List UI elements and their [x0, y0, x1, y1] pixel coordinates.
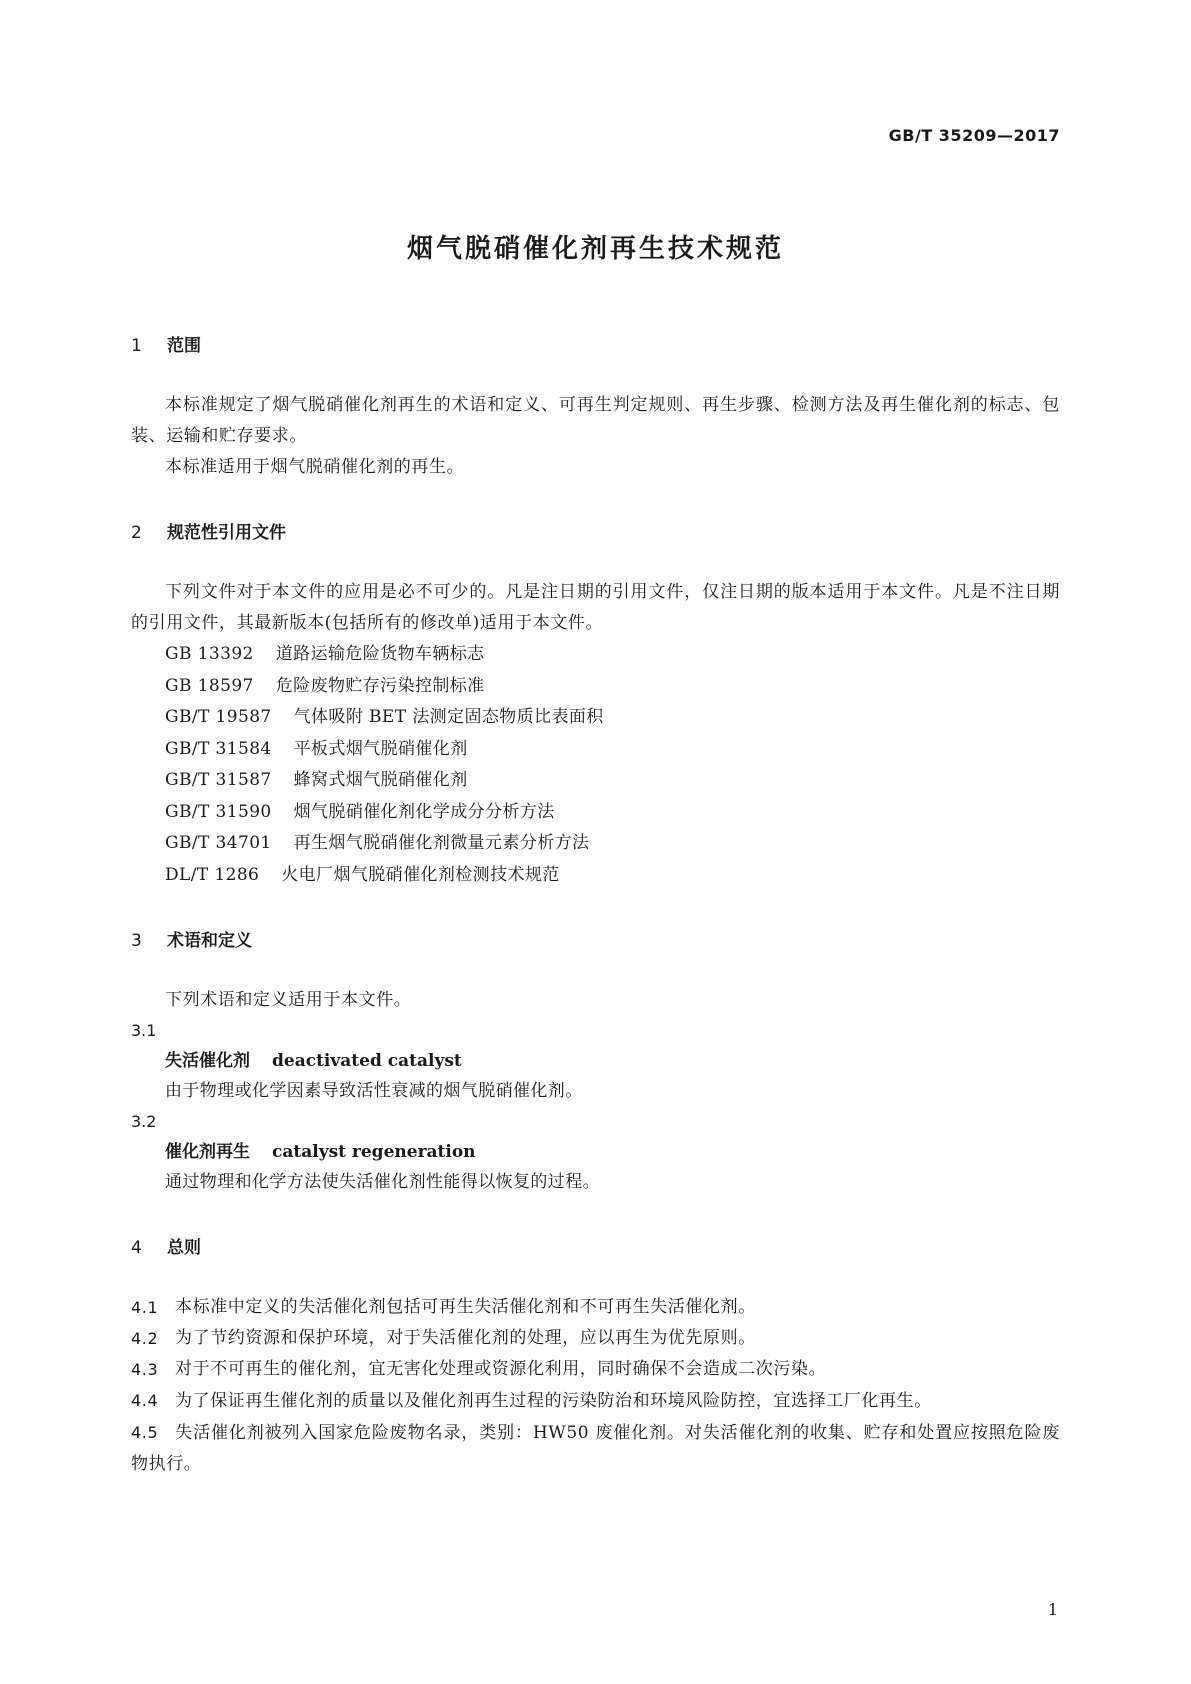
section-number: 2	[131, 523, 142, 543]
paragraph: 下列文件对于本文件的应用是必不可少的。凡是注日期的引用文件，仅注日期的版本适用于本文件。凡是不注日期的引用文件，其最新版本(包括所有的修改单)适用于本文件。	[131, 582, 1060, 633]
reference-item	[165, 797, 1060, 829]
term-chinese: 催化剂再生	[165, 1142, 250, 1162]
section-heading-scope	[131, 330, 1060, 362]
clause-number: 4.2	[131, 1329, 159, 1348]
clause	[131, 1292, 1060, 1323]
term-chinese: 失活催化剂	[165, 1051, 250, 1071]
reference-item	[165, 639, 1060, 671]
clause-number: 4.5	[131, 1423, 159, 1442]
clause-text: 对于不可再生的催化剂，宜无害化处理或资源化利用，同时确保不会造成二次污染。	[175, 1359, 827, 1379]
section-number: 1	[131, 336, 142, 356]
reference-item	[165, 734, 1060, 766]
reference-title: 平板式烟气脱硝催化剂	[293, 738, 468, 759]
reference-item	[165, 860, 1060, 892]
reference-title: 火电厂烟气脱硝催化剂检测技术规范	[281, 864, 560, 885]
paragraph: 本标准规定了烟气脱硝催化剂再生的术语和定义、可再生判定规则、再生步骤、检测方法及再生催化剂的标志、包装、运输和贮存要求。	[131, 395, 1060, 446]
reference-item	[165, 765, 1060, 797]
clause-text: 为了节约资源和保护环境，对于失活催化剂的处理，应以再生为优先原则。	[175, 1328, 756, 1348]
section-title: 规范性引用文件	[167, 523, 286, 543]
reference-title: 蜂窝式烟气脱硝催化剂	[293, 770, 468, 790]
reference-code: DL/T 1286	[165, 864, 260, 885]
term-name	[165, 1137, 1060, 1167]
reference-item	[165, 671, 1060, 703]
page-number: 1	[1047, 1600, 1058, 1619]
reference-title: 道路运输危险货物车辆标志	[275, 644, 485, 664]
clause-text: 为了保证再生催化剂的质量以及催化剂再生过程的污染防治和环境风险防控，宜选择工厂化再生。	[175, 1391, 932, 1411]
clause-text: 失活催化剂被列入国家危险废物名录，类别：HW50 废催化剂。对失活催化剂的收集、贮存和处置应按照危险废物执行。	[131, 1423, 1060, 1474]
standard-code: GB/T 35209—2017	[888, 126, 1060, 145]
reference-code: GB 13392	[165, 644, 254, 664]
term-entry	[131, 1016, 1060, 1107]
reference-code: GB/T 34701	[165, 833, 272, 853]
clause-number: 4.4	[131, 1391, 159, 1410]
term-definition: 通过物理和化学方法使失活催化剂性能得以恢复的过程。	[165, 1172, 600, 1192]
reference-title: 再生烟气脱硝催化剂微量元素分析方法	[293, 833, 590, 853]
term-number: 3.2	[131, 1112, 157, 1131]
reference-item	[165, 702, 1060, 734]
reference-code: GB/T 31584	[165, 738, 272, 759]
clause	[131, 1323, 1060, 1354]
reference-code: GB 18597	[165, 675, 254, 696]
reference-code: GB/T 19587	[165, 707, 272, 727]
reference-list	[131, 639, 1060, 891]
paragraph: 下列术语和定义适用于本文件。	[165, 990, 412, 1010]
document-title: 烟气脱硝催化剂再生技术规范	[406, 234, 784, 264]
section-heading-terms	[131, 925, 1060, 957]
term-number: 3.1	[131, 1021, 157, 1040]
term-definition: 由于物理或化学因素导致活性衰减的烟气脱硝催化剂。	[165, 1081, 583, 1101]
clause-text: 本标准中定义的失活催化剂包括可再生失活催化剂和不可再生失活催化剂。	[175, 1297, 756, 1317]
clause	[131, 1385, 1060, 1417]
reference-code: GB/T 31587	[165, 770, 272, 790]
document-body	[131, 330, 1060, 1480]
reference-title: 危险废物贮存污染控制标准	[275, 675, 485, 696]
reference-code: GB/T 31590	[165, 801, 272, 822]
term-english: deactivated catalyst	[272, 1051, 462, 1071]
section-heading-general	[131, 1232, 1060, 1264]
clause	[131, 1417, 1060, 1480]
reference-title: 烟气脱硝催化剂化学成分分析方法	[293, 801, 555, 822]
section-title: 术语和定义	[167, 931, 252, 951]
section-heading-normative-references	[131, 517, 1060, 549]
clause-number: 4.3	[131, 1360, 159, 1379]
reference-item	[165, 828, 1060, 860]
term-name	[165, 1046, 1060, 1076]
clause	[131, 1354, 1060, 1385]
term-entry	[131, 1107, 1060, 1198]
section-number: 4	[131, 1238, 142, 1258]
section-number: 3	[131, 931, 142, 951]
paragraph: 本标准适用于烟气脱硝催化剂的再生。	[165, 457, 465, 477]
reference-title: 气体吸附 BET 法测定固态物质比表面积	[293, 707, 604, 727]
clause-number: 4.1	[131, 1298, 159, 1317]
term-english: catalyst regeneration	[272, 1142, 476, 1162]
section-title: 范围	[167, 336, 201, 356]
section-title: 总则	[167, 1238, 201, 1258]
